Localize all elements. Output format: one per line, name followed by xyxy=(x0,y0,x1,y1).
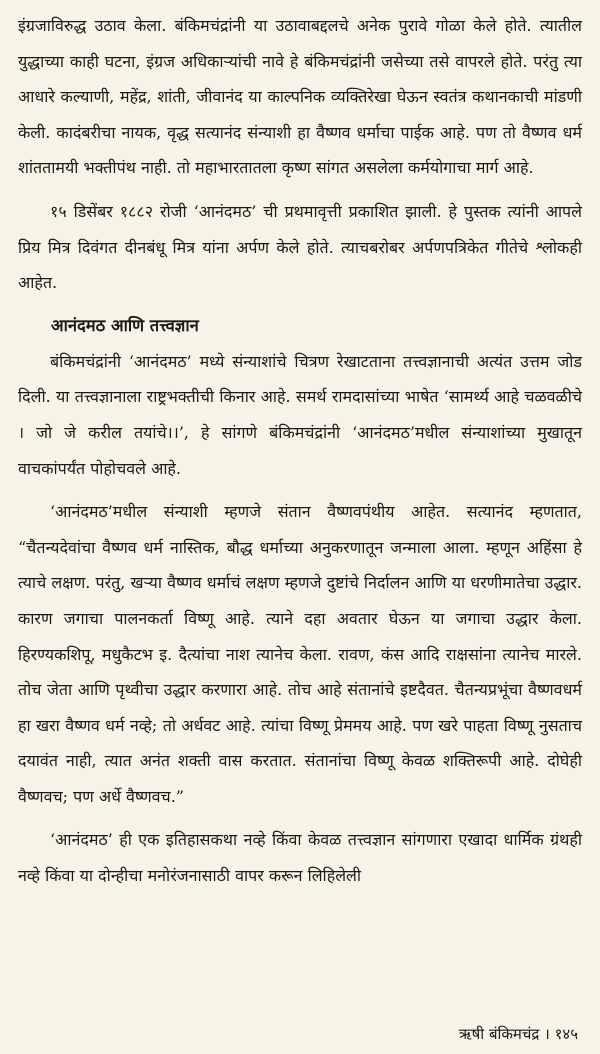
paragraph-historical-note: ‘आनंदमठ’ ही एक इतिहासकथा नव्हे किंवा केवळ तत्त्वज्ञान सांगणारा एखादा धार्मिक ग्रंथही नव्हे किंवा या दोन्हीचा मनोरंजनासाठी वापर करून लिहिलेली xyxy=(18,830,582,886)
page-footer: ऋषी बंकिमचंद्र । १४५ xyxy=(458,1025,578,1043)
paragraph-vaishnav: ‘आनंदमठ’मधील संन्याशी म्हणजे संतान वैष्णवपंथीय आहेत. सत्यानंद म्हणतात, “चैतन्यदेवांचा वैष्णव धर्म नास्तिक, बौद्ध धर्माच्या अनुकरणातून जन्माला आला. म्हणून अहिंसा हे त्याचे लक्षण. परंतु, खऱ्या वैष्णव धर्माचं लक्षण म्हणजे दुष्टांचे निर्दालन आणि या धरणीमातेचा उद्धार. कारण जगाचा पालनकर्ता विष्णू आहे. त्याने दहा अवतार घेऊन या जगाचा उद्धार केला. हिरण्यकशिपू, मधुकैटभ इ. दैत्यांचा नाश त्यानेच केला. रावण, कंस आदि राक्षसांना त्यानेच मारले. तोच जेता आणि पृथ्वीचा उद्धार करणारा आहे. तोच आहे संतानांचे इष्टदैवत. चैतन्यप्रभूंचा वैष्णवधर्म हा खरा वैष्णव धर्म नव्हे; तो अर्धवट आहे. त्यांचा विष्णू प्रेममय आहे. पण खरे पाहता विष्णू नुसताच दयावंत नाही, त्यात अनंत शक्ती वास करतात. संतानांचा विष्णू केवळ शक्तिरूपी आहे. दोघेही वैष्णवच; पण अर्धे वैष्णवच.” xyxy=(18,502,582,806)
paragraph-continued: इंग्रजाविरुद्ध उठाव केला. बंकिमचंद्रांनी या उठावाबद्दलचे अनेक पुरावे गोळा केले होते. त्यातील युद्धाच्या काही घटना, इंग्रज अधिकाऱ्यांची नावे हे बंकिमचंद्रांनी जसेच्या तसे वापरले होते. परंतु त्या आधारे कल्याणी, महेंद्र, शांती, जीवानंद या काल्पनिक व्यक्तिरेखा घेऊन स्वतंत्र कथानकाची मांडणी केली. कादंबरीचा नायक, वृद्ध सत्यानंद संन्याशी हा वैष्णव धर्माचा पाईक आहे. पण तो वैष्णव धर्म शांततामयी भक्तीपंथ नाही. तो महाभारतातला कृष्ण सांगत असलेला कर्मयोगाचा मार्ग आहे. xyxy=(18,16,582,178)
paragraph-philosophy: बंकिमचंद्रांनी ‘आनंदमठ’ मध्ये संन्याशांचे चित्रण रेखाटताना तत्त्वज्ञानाची अत्यंत उत्तम जोड दिली. या तत्त्वज्ञानाला राष्ट्रभक्तीची किनार आहे. समर्थ रामदासांच्या भाषेत ‘सामर्थ्य आहे चळवळीचे । जो जे करील तयांचे।।’, हे सांगणे बंकिमचंद्रांनी ‘आनंदमठ’मधील संन्याशांच्या मुखातून वाचकांपर्यंत पोहोचवले आहे. xyxy=(18,351,582,478)
paragraph-publication: १५ डिसेंबर १८८२ रोजी ‘आनंदमठ’ ची प्रथमावृत्ती प्रकाशित झाली. हे पुस्तक त्यांनी आपले प्रिय मित्र दिवंगत दीनबंधू मित्र यांना अर्पण केले होते. त्याचबरोबर अर्पणपत्रिकेत गीतेचे श्लोकही आहेत. xyxy=(18,201,582,293)
section-heading: आनंदमठ आणि तत्त्वज्ञान xyxy=(51,315,199,335)
